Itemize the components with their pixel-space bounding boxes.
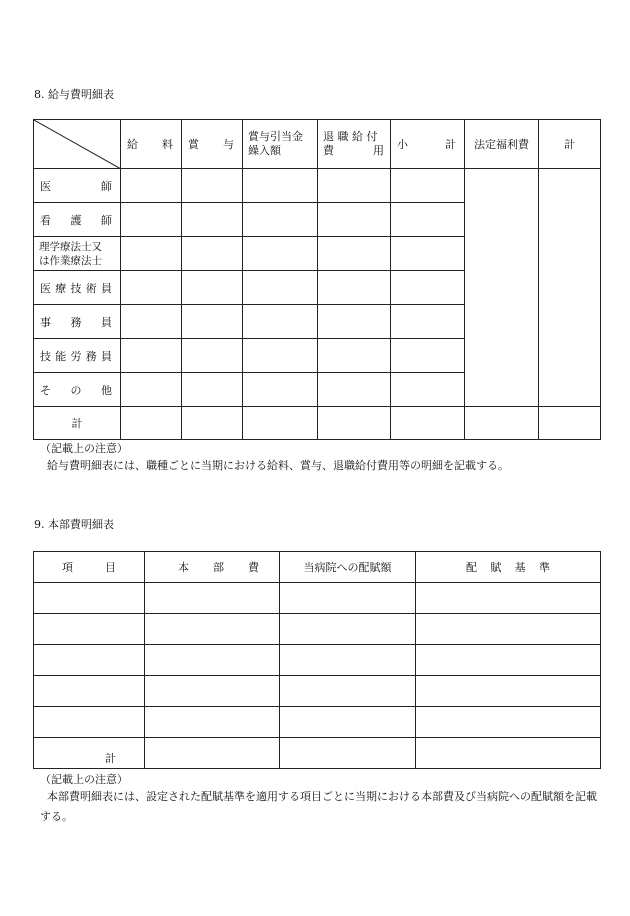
row-label-ishi: 医 師 <box>34 169 121 203</box>
cell <box>182 407 243 440</box>
cell <box>121 339 182 373</box>
row-label-kangoshi: 看 護 師 <box>34 203 121 237</box>
cell <box>416 676 601 707</box>
cell <box>280 583 416 614</box>
cell <box>243 237 318 271</box>
header-shoyo: 賞 与 <box>182 120 243 169</box>
cell <box>318 203 391 237</box>
salary-detail-table <box>33 119 601 440</box>
cell <box>280 676 416 707</box>
section-9-note-body: 本部費明細表には、設定された配賦基準を適用する項目ごとに当期における本部費及び当病院への配賦額を記載する。 <box>40 790 597 823</box>
cell <box>318 305 391 339</box>
cell <box>145 676 280 707</box>
row-label-sonota: そ の 他 <box>34 373 121 407</box>
section-8-note-body: 給与費明細表には、職種ごとに当期における給料、賞与、退職給付費用等の明細を記載する。 <box>47 459 509 472</box>
header-kyuryo: 給 料 <box>121 120 182 169</box>
cell <box>121 407 182 440</box>
kei-merged-cell <box>539 169 601 407</box>
cell <box>391 407 465 440</box>
cell <box>182 271 243 305</box>
cell <box>243 305 318 339</box>
row-label-iryo-gijutsu: 医 療 技 術 員 <box>34 271 121 305</box>
row-label-total: 計 <box>34 738 145 769</box>
cell <box>280 614 416 645</box>
cell <box>121 271 182 305</box>
cell <box>34 645 145 676</box>
cell <box>182 203 243 237</box>
header-taishoku: 退 職 給 付 費 用 <box>318 120 391 169</box>
header-kei: 計 <box>539 120 601 169</box>
cell <box>391 373 465 407</box>
header-hikiate: 賞与引当金 繰入額 <box>243 120 318 169</box>
hotei-merged-cell <box>465 169 539 407</box>
headquarters-cost-table <box>33 551 601 769</box>
cell <box>391 339 465 373</box>
cell <box>182 305 243 339</box>
cell <box>182 169 243 203</box>
header-hotei: 法定福利費 <box>465 120 539 169</box>
header-shokei: 小 計 <box>391 120 465 169</box>
cell <box>121 237 182 271</box>
cell <box>121 203 182 237</box>
cell <box>416 738 601 769</box>
cell <box>121 169 182 203</box>
diagonal-header-cell <box>34 120 121 169</box>
cell <box>391 169 465 203</box>
cell <box>391 237 465 271</box>
row-label-rigaku: 理学療法士又 は作業療法士 <box>34 237 121 271</box>
section-8-title: 8. 給与費明細表 <box>34 88 114 101</box>
cell <box>243 169 318 203</box>
section-9-note-head: （記載上の注意） <box>40 773 128 786</box>
cell <box>34 583 145 614</box>
cell <box>145 614 280 645</box>
cell <box>416 614 601 645</box>
cell <box>243 339 318 373</box>
header-koumoku: 項 目 <box>34 552 145 583</box>
cell <box>145 707 280 738</box>
cell <box>391 203 465 237</box>
cell <box>243 271 318 305</box>
diagonal-line <box>34 120 121 169</box>
cell <box>318 271 391 305</box>
row-label-total: 計 <box>34 407 121 440</box>
cell <box>318 373 391 407</box>
cell <box>121 305 182 339</box>
cell <box>416 645 601 676</box>
cell <box>145 583 280 614</box>
header-kijun: 配 賦 基 準 <box>416 552 601 583</box>
row-label-gino: 技 能 労 務 員 <box>34 339 121 373</box>
cell <box>243 203 318 237</box>
section-8-note-head: （記載上の注意） <box>40 442 128 455</box>
cell <box>34 676 145 707</box>
cell <box>182 339 243 373</box>
cell <box>182 373 243 407</box>
cell <box>465 407 539 440</box>
cell <box>243 373 318 407</box>
cell <box>416 707 601 738</box>
cell <box>318 237 391 271</box>
cell <box>243 407 318 440</box>
cell <box>182 237 243 271</box>
header-honbu: 本 部 費 <box>145 552 280 583</box>
cell <box>416 583 601 614</box>
cell <box>145 645 280 676</box>
cell <box>318 407 391 440</box>
section-9-title: 9. 本部費明細表 <box>34 518 114 531</box>
cell <box>280 645 416 676</box>
cell <box>280 738 416 769</box>
cell <box>391 305 465 339</box>
cell <box>145 738 280 769</box>
cell <box>318 169 391 203</box>
cell <box>34 707 145 738</box>
cell <box>539 407 601 440</box>
cell <box>121 373 182 407</box>
row-label-jimu: 事 務 員 <box>34 305 121 339</box>
header-haifu: 当病院への配賦額 <box>280 552 416 583</box>
cell <box>34 614 145 645</box>
cell <box>280 707 416 738</box>
cell <box>391 271 465 305</box>
cell <box>318 339 391 373</box>
